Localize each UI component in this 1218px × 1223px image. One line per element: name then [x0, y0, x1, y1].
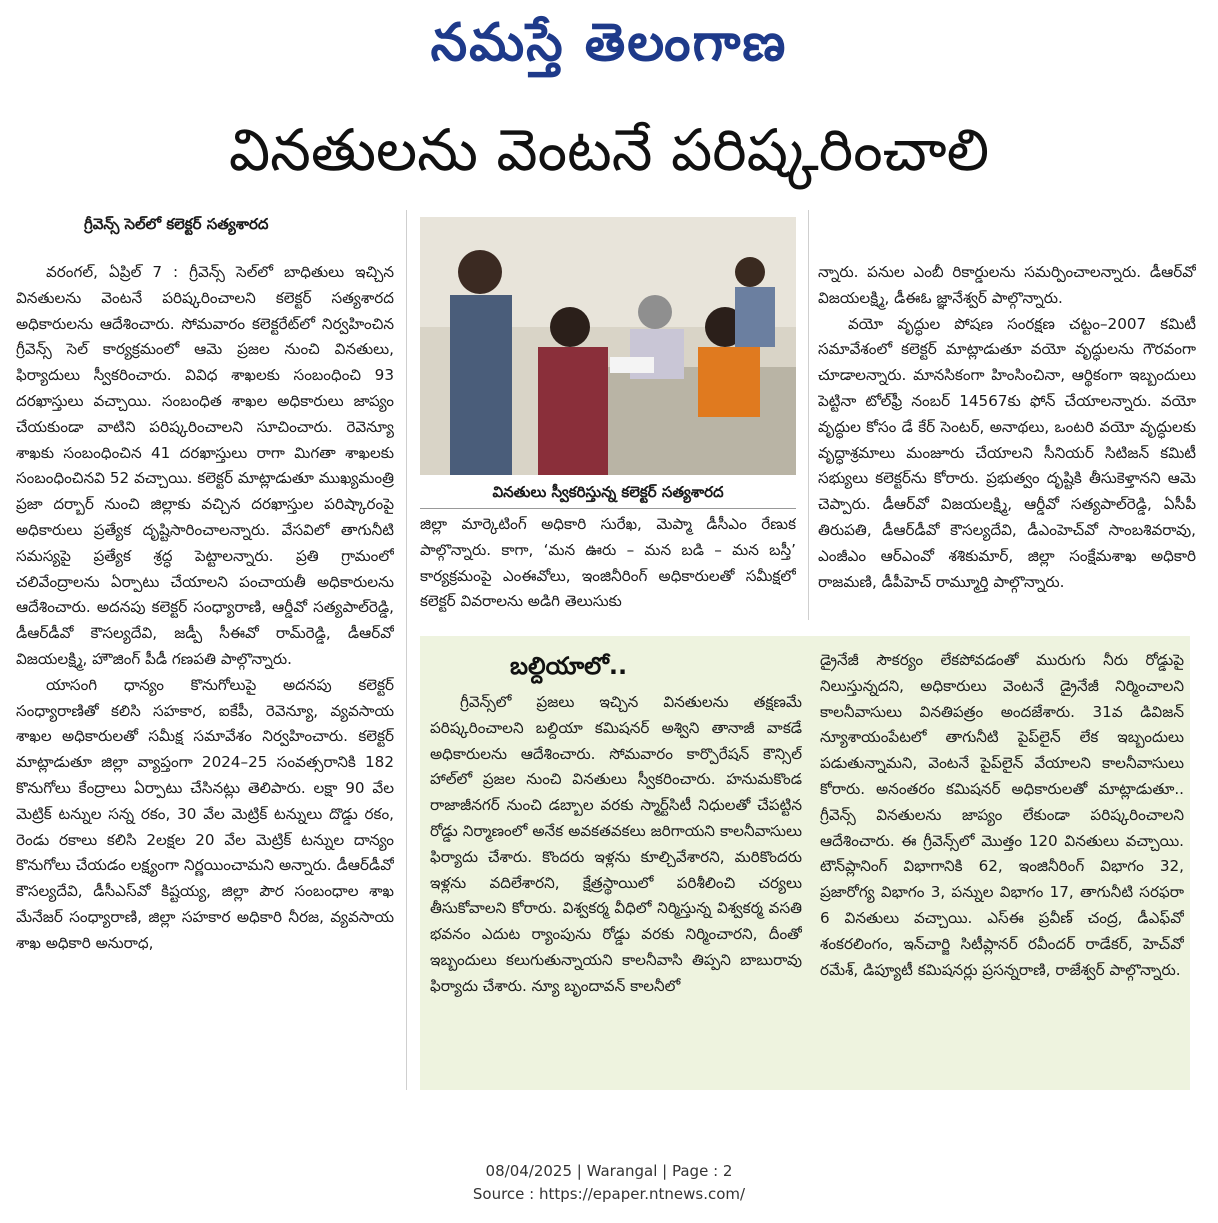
photo-caption: వినతులు స్వీకరిస్తున్న కలెక్టర్ సత్యశారద: [420, 476, 796, 509]
column-divider: [406, 210, 407, 1090]
footer-date-edition: 08/04/2025 | Warangal | Page : 2: [485, 1162, 733, 1180]
box-column-2: [820, 648, 1184, 1084]
footer-source: Source : https://epaper.ntnews.com/: [472, 1185, 746, 1203]
paragraph: వరంగల్, ఏప్రిల్ 7 : గ్రీవెన్స్ సెల్‌లో బాధితులు ఇచ్చిన వినతులను వెంటనే పరిష్కరించాలని కలెక్టర్ సత్యశారద అధికారులను ఆదేశించారు. సోమవారం కలెక్టరేట్‌లో నిర్వహించిన గ్రీవెన్స్ సెల్ కార్యక్రమంలో ఆమె ప్రజల నుంచి వినతులు, ఫిర్యాదులు స్వీకరించారు. వివిధ శాఖలకు సంబంధించి 93 దరఖాస్తులు వచ్చాయి. సంబంధిత శాఖల అధికారులు జాప్యం చేయకుండా వాటిని పరిష్కరించాలని సూచించారు. రెవెన్యూ శాఖకు సంబంధించిన 41 దరఖాస్తులు రాగా మిగతా శాఖలకు సంబంధించినవి 52 వచ్చాయి. కలెక్టర్ మాట్లాడుతూ ముఖ్యమంత్రి ప్రజా దర్బార్ నుంచి జిల్లాకు వచ్చిన దరఖాస్తుల పరిష్కారంపై అధికారులు ప్రత్యేక దృష్టిసారించాలన్నారు. వేసవిలో తాగునీటి సమస్యపై ప్రత్యేక శ్రద్ధ పెట్టాలన్నారు. ప్రతి గ్రామంలో చలివేంద్రాలను ఏర్పాటు చేయాలని పంచాయతీ అధికారులను ఆదేశించారు. అదనపు కలెక్టర్ సంధ్యారాణి, ఆర్డీవో సత్యపాల్‌రెడ్డి, డీఆర్‌డీవో కౌసల్యదేవి, జడ్పీ సీఈవో రామ్‌రెడ్డి, డీఆర్‌వో విజయలక్ష్మి, హౌజింగ్ పీడీ గణపతి పాల్గొన్నారు.: [16, 263, 394, 668]
paragraph: యాసంగి ధాన్యం కొనుగోలుపై అదనపు కలెక్టర్ సంధ్యారాణితో కలిసి సహకార, ఐకేపీ, రెవెన్యూ, వ్యవసాయ శాఖల అధికారులతో సమీక్ష సమావేశం నిర్వహించారు. కలెక్టర్ మాట్లాడుతూ జిల్లా వ్యాప్తంగా 2024–25 సంవత్సరానికి 182 కొనుగోలు కేంద్రాలు ఏర్పాటు చేసినట్లు తెలిపారు. లక్షా 90 వేల మెట్రిక్ టన్నుల సన్న రకం, 30 వేల మెట్రిక్ టన్నులు దొడ్డు రకం, రెండు రకాలు కలిసి 2లక్షల 20 వేల మెట్రిక్ టన్నుల దాన్యం కొనుగోలు చేయడం లక్ష్యంగా నిర్ణయించామని అన్నారు. డీఆర్‌డీవో కౌసల్యదేవి, డీసీఎస్‌వో కిష్టయ్య, జిల్లా పౌర సంబంధాల శాఖ మేనేజర్ సంధ్యారాణి, జిల్లా సహకార అధికారి నీరజ, వ్యవసాయ శాఖ అధికారి అనురాధ,: [16, 675, 394, 952]
box-column-1: [430, 690, 802, 1086]
masthead-logo: నమస్తే తెలంగాణ: [430, 12, 788, 73]
article-column-3: [818, 260, 1196, 620]
article-column-1: [16, 260, 394, 1090]
news-photo: [420, 217, 796, 475]
column-divider: [808, 210, 809, 620]
paragraph: డ్రైనేజీ సౌకర్యం లేకపోవడంతో మురుగు నీరు రోడ్డుపై నిలుస్తున్నదని, అధికారులు వెంటనే డ్రైనేజీ నిర్మించాలని కాలనీవాసులు వినతిపత్రం అందజేశారు. 31వ డివిజన్ న్యూశాయంపేటలో తాగునీటి పైప్‌లైన్ లేక ఇబ్బందులు పడుతున్నామని, వెంటనే పైప్‌లైన్ వేయాలని కాలనీవాసులు కోరారు. అనంతరం కమిషనర్ అధికారులతో మాట్లాడుతూ.. గ్రీవెన్స్ వినతులను జాప్యం లేకుండా పరిష్కరించాలని ఆదేశించారు. ఈ గ్రీవెన్స్‌లో మొత్తం 120 వినతులు వచ్చాయి. టౌన్‌ప్లానింగ్ విభాగానికి 62, ఇంజినీరింగ్ విభాగం 32, ప్రజారోగ్య విభాగం 3, పన్నుల విభాగం 17, తాగునీటి సరఫరా 6 వినతులు వచ్చాయి. ఎస్‌ఈ ప్రవీణ్ చంద్ర, డీఎఫ్‌వో శంకరలింగం, ఇన్‌చార్జి సిటీప్లానర్ రవీందర్ రాడేకర్, హెచ్‌వో రమేశ్, డిప్యూటీ కమిషనర్లు ప్రసన్నరాణి, రాజేశ్వర్ పాల్గొన్నారు.: [820, 651, 1184, 979]
paragraph: గ్రీవెన్స్‌లో ప్రజలు ఇచ్చిన వినతులను తక్షణమే పరిష్కరించాలని బల్దియా కమిషనర్ అశ్విని తానాజీ వాకడే అధికారులను ఆదేశించారు. సోమవారం కార్పొరేషన్ కౌన్సిల్ హాల్‌లో ప్రజల నుంచి వినతులు స్వీకరించారు. హనుమకొండ రాజాజీనగర్ నుంచి డబ్బాల వరకు స్మార్ట్‌సిటీ నిధులతో చేపట్టిన రోడ్డు నిర్మాణంలో అనేక అవకతవకలు జరిగాయని కాలనీవాసులు ఫిర్యాదు చేశారు. కొందరు ఇళ్లను కూల్చివేశారని, మరికొందరు ఇళ్లను వదిలేశారని, క్షేత్రస్థాయిలో పరిశీలించి చర్యలు తీసుకోవాలని కోరారు. విశ్వకర్మ వీధిలో నిర్మిస్తున్న విశ్వకర్మ వసతి భవనం ఎదుట ర్యాంపును రోడ్డు వరకు నిర్మించారని, దీంతో ఇబ్బందులు కలుగుతున్నాయని కాలనీవాసి తిప్పని బాబురావు ఫిర్యాదు చేశారు. న్యూ బృందావన్ కాలనీలో: [430, 693, 802, 995]
subheading: గ్రీవెన్స్ సెల్‌లో కలెక్టర్ సత్యశారద: [84, 215, 269, 233]
article-column-2: [420, 512, 796, 622]
headline: వినతులను వెంటనే పరిష్కరించాలి: [228, 116, 990, 184]
paragraph: జిల్లా మార్కెటింగ్ అధికారి సురేఖ, మెప్మా డీసీఎం రేణుక పాల్గొన్నారు. కాగా, ‘మన ఊరు – మన బడి – మన బస్తీ’ కార్యక్రమంపై ఎంఈవోలు, ఇంజినీరింగ్ అధికారులతో సమీక్షలో కలెక్టర్ వివరాలను అడిగి తెలుసుకు: [420, 515, 796, 611]
paragraph: వయో వృద్ధుల పోషణ సంరక్షణ చట్టం–2007 కమిటీ సమావేశంలో కలెక్టర్ మాట్లాడుతూ వయో వృద్ధులను గౌరవంగా చూడాలన్నారు. మానసికంగా హింసించినా, ఆర్థికంగా ఇబ్బందులు పెట్టినా టోల్‌ఫ్రీ నంబర్ 14567కు ఫోన్ చేయాలన్నారు. వయో వృద్ధుల కోసం డే కేర్ సెంటర్, అనాథలు, ఒంటరి వయో వృద్ధులకు వృద్ధాశ్రమాలు మంజూరు చేయాలని సీనియర్ సిటిజన్ కమిటీ సభ్యులు కలెక్టర్‌ను కోరారు. ప్రభుత్వం దృష్టికి తీసుకెళ్తానని ఆమె చెప్పారు. డీఆర్‌వో విజయలక్ష్మి, ఆర్డీవో సత్యపాల్‌రెడ్డి, ఏసీపీ తిరుపతి, డీఆర్‌డీవో కౌసల్యదేవి, డీఎంహెచ్‌వో సాంబశివరావు, ఎంజీఎం ఆర్‌ఎంవో శశికుమార్, జిల్లా సంక్షేమశాఖ అధికారి రాజమణి, డీపీహెచ్ రామ్మూర్తి పాల్గొన్నారు.: [818, 314, 1196, 591]
paragraph: న్నారు. పనుల ఎంబీ రికార్డులను సమర్పించాలన్నారు. డీఆర్‌వో విజయలక్ష్మి, డీఈఓ జ్ఞానేశ్వర్ పాల్గొన్నారు.: [818, 263, 1196, 307]
box-title: బల్దియాలో..: [510, 652, 628, 680]
photo-illustration: [420, 217, 796, 475]
